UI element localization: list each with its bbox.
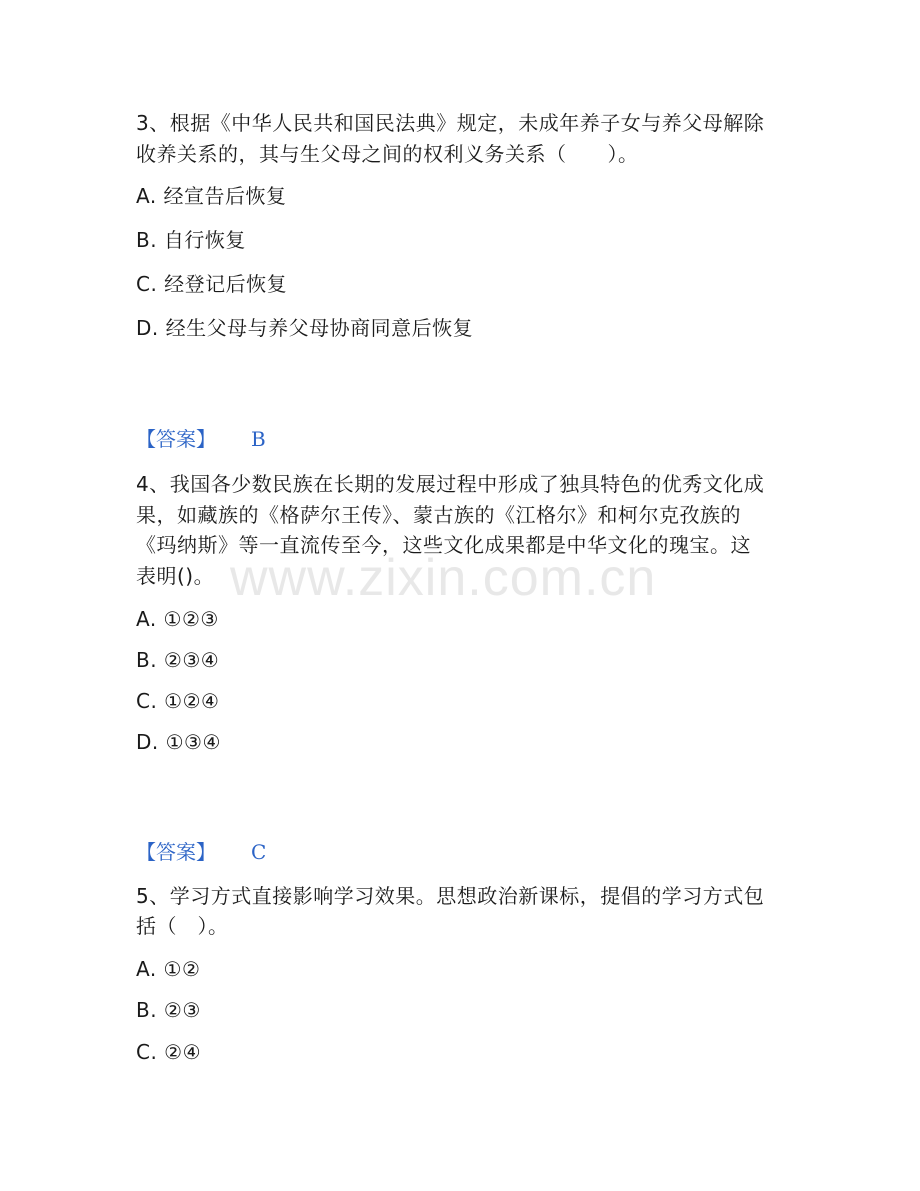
question-3-option-a: A. 经宣告后恢复 bbox=[136, 184, 287, 208]
question-3-option-d: D. 经生父母与养父母协商同意后恢复 bbox=[136, 316, 474, 340]
question-5-option-c: C. ②④ bbox=[136, 1040, 202, 1064]
question-4-answer bbox=[136, 837, 267, 867]
question-4-stem-line-2: 果，如藏族的《格萨尔王传》、蒙古族的《江格尔》和柯尔克孜族的 bbox=[136, 503, 741, 527]
question-3-stem-line-2: 收养关系的，其与生父母之间的权利义务关系（ ）。 bbox=[136, 142, 639, 166]
question-4-option-a: A. ①②③ bbox=[136, 607, 219, 631]
question-4-stem-line-1: 4、我国各少数民族在长期的发展过程中形成了独具特色的优秀文化成 bbox=[136, 472, 765, 496]
question-3-option-c: C. 经登记后恢复 bbox=[136, 272, 288, 296]
answer-tag: 【答案】 bbox=[136, 427, 216, 451]
question-3-answer bbox=[136, 424, 266, 454]
question-5-stem-line-1: 5、学习方式直接影响学习效果。思想政治新课标，提倡的学习方式包 bbox=[136, 884, 765, 908]
watermark: www.zixin.com.cn bbox=[230, 549, 657, 607]
answer-value: B bbox=[251, 427, 266, 451]
question-4-option-c: C. ①②④ bbox=[136, 689, 220, 713]
question-4-stem-line-3: 《玛纳斯》等一直流传至今，这些文化成果都是中华文化的瑰宝。这 bbox=[136, 533, 751, 557]
answer-value: C bbox=[251, 840, 267, 864]
question-3-stem-line-1: 3、根据《中华人民共和国民法典》规定，未成年养子女与养父母解除 bbox=[136, 111, 765, 135]
question-5-stem-line-2: 括（ ）。 bbox=[136, 914, 229, 938]
question-5-option-b: B. ②③ bbox=[136, 998, 201, 1022]
question-4-option-b: B. ②③④ bbox=[136, 648, 220, 672]
question-4-stem-line-4: 表明()。 bbox=[136, 564, 215, 588]
question-5-option-a: A. ①② bbox=[136, 957, 201, 981]
question-4-option-d: D. ①③④ bbox=[136, 730, 221, 754]
question-3-option-b: B. 自行恢复 bbox=[136, 228, 246, 252]
answer-tag: 【答案】 bbox=[136, 840, 216, 864]
